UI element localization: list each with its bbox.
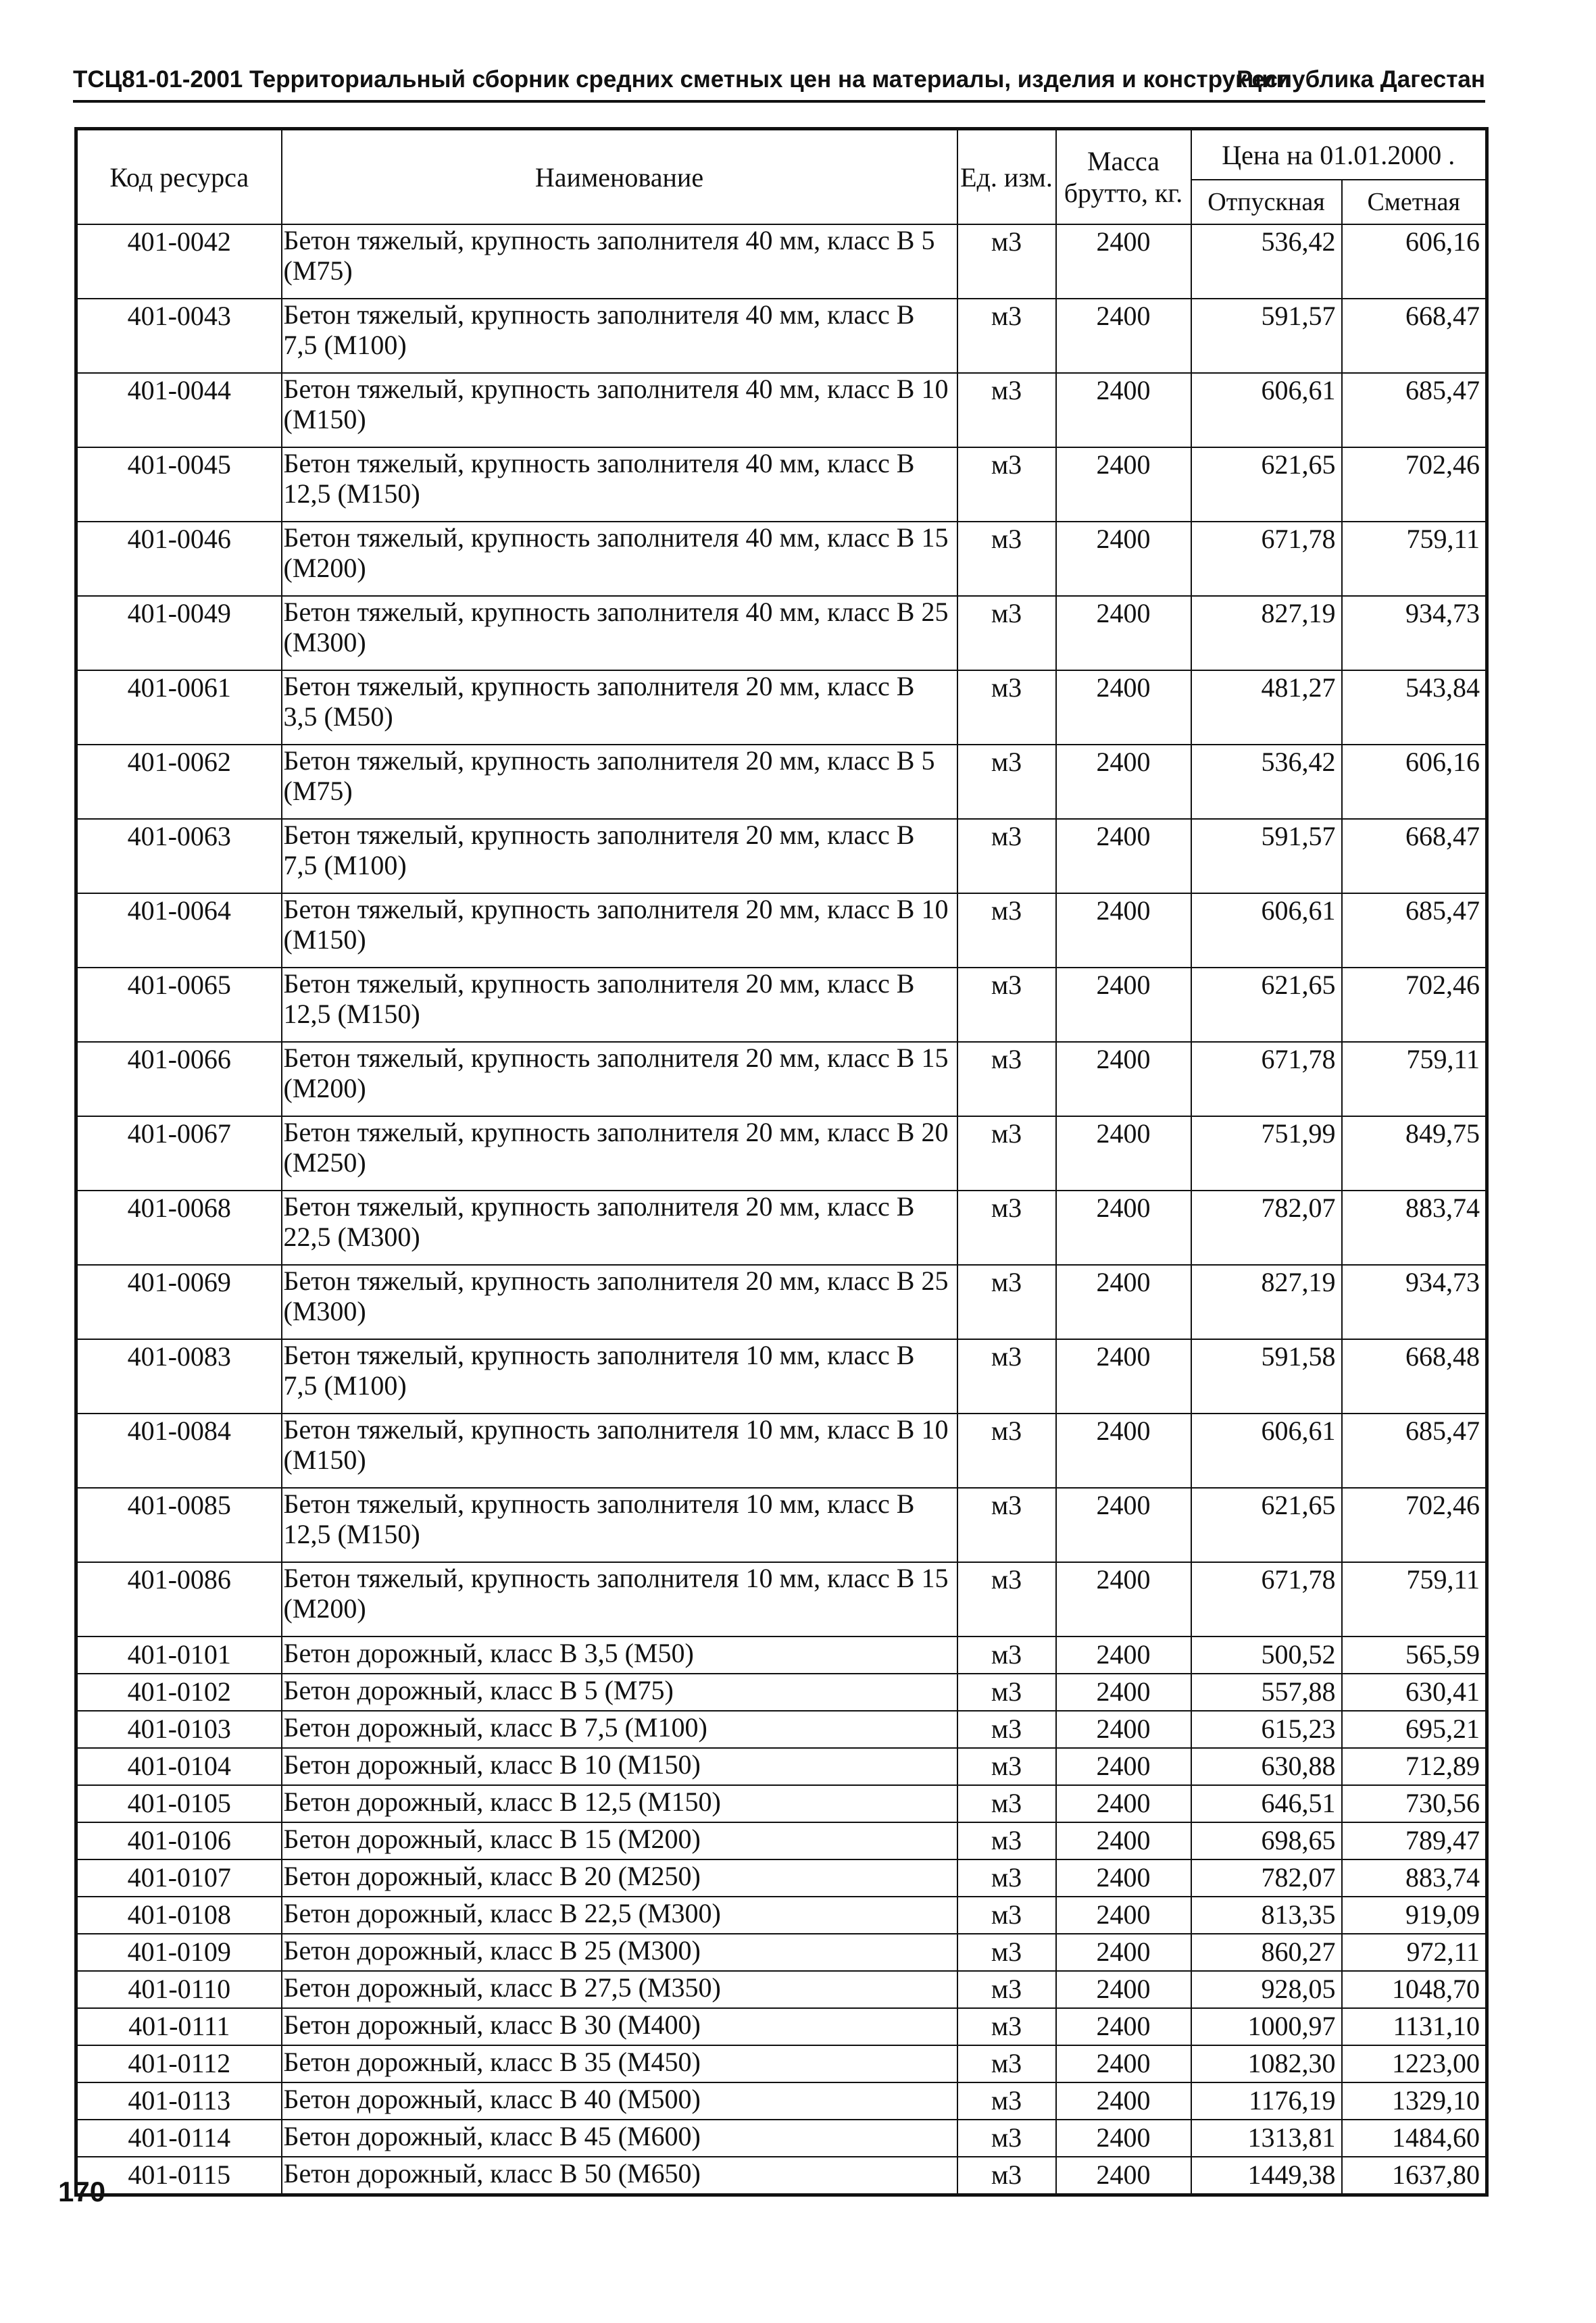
cell-name: Бетон тяжелый, крупность заполнителя 20 мм, класс В 10 (М150) — [282, 893, 957, 968]
cell-name: Бетон тяжелый, крупность заполнителя 40 мм, класс В 10 (М150) — [282, 373, 957, 447]
cell-name: Бетон дорожный, класс В 45 (М600) — [282, 2120, 957, 2157]
cell-code: 401-0114 — [76, 2120, 282, 2157]
cell-code: 401-0045 — [76, 447, 282, 522]
cell-estimate-price: 1484,60 — [1342, 2120, 1487, 2157]
cell-name: Бетон тяжелый, крупность заполнителя 10 мм, класс В 12,5 (М150) — [282, 1488, 957, 1562]
table-row — [76, 670, 1487, 745]
cell-mass: 2400 — [1056, 1637, 1191, 1674]
cell-unit: м3 — [957, 596, 1056, 670]
cell-estimate-price: 695,21 — [1342, 1711, 1487, 1748]
table-row — [76, 2157, 1487, 2195]
cell-release-price: 621,65 — [1191, 968, 1342, 1042]
cell-code: 401-0104 — [76, 1748, 282, 1785]
cell-unit: м3 — [957, 1822, 1056, 1859]
cell-mass: 2400 — [1056, 2008, 1191, 2045]
cell-mass: 2400 — [1056, 1822, 1191, 1859]
cell-unit: м3 — [957, 1859, 1056, 1897]
cell-estimate-price: 759,11 — [1342, 1562, 1487, 1637]
cell-release-price: 481,27 — [1191, 670, 1342, 745]
cell-code: 401-0102 — [76, 1674, 282, 1711]
cell-estimate-price: 934,73 — [1342, 596, 1487, 670]
cell-estimate-price: 543,84 — [1342, 670, 1487, 745]
cell-code: 401-0085 — [76, 1488, 282, 1562]
cell-unit: м3 — [957, 745, 1056, 819]
table-row — [76, 1711, 1487, 1748]
cell-release-price: 591,58 — [1191, 1339, 1342, 1414]
cell-code: 401-0067 — [76, 1116, 282, 1191]
table-row — [76, 1674, 1487, 1711]
cell-name: Бетон тяжелый, крупность заполнителя 10 мм, класс В 10 (М150) — [282, 1414, 957, 1488]
cell-code: 401-0105 — [76, 1785, 282, 1822]
cell-release-price: 500,52 — [1191, 1637, 1342, 1674]
col-header-estimate-price: Сметная — [1342, 180, 1487, 224]
cell-unit: м3 — [957, 373, 1056, 447]
cell-estimate-price: 1329,10 — [1342, 2082, 1487, 2120]
cell-unit: м3 — [957, 1637, 1056, 1674]
cell-release-price: 751,99 — [1191, 1116, 1342, 1191]
cell-mass: 2400 — [1056, 745, 1191, 819]
cell-unit: м3 — [957, 1748, 1056, 1785]
cell-release-price: 1449,38 — [1191, 2157, 1342, 2195]
cell-estimate-price: 849,75 — [1342, 1116, 1487, 1191]
cell-unit: м3 — [957, 447, 1056, 522]
cell-name: Бетон дорожный, класс В 27,5 (М350) — [282, 1971, 957, 2008]
cell-mass: 2400 — [1056, 1859, 1191, 1897]
cell-estimate-price: 883,74 — [1342, 1191, 1487, 1265]
cell-release-price: 536,42 — [1191, 224, 1342, 299]
cell-mass: 2400 — [1056, 1934, 1191, 1971]
cell-name: Бетон тяжелый, крупность заполнителя 20 мм, класс В 12,5 (М150) — [282, 968, 957, 1042]
table-row — [76, 968, 1487, 1042]
cell-estimate-price: 668,47 — [1342, 819, 1487, 893]
cell-mass: 2400 — [1056, 819, 1191, 893]
cell-code: 401-0061 — [76, 670, 282, 745]
cell-release-price: 615,23 — [1191, 1711, 1342, 1748]
cell-estimate-price: 702,46 — [1342, 447, 1487, 522]
cell-name: Бетон тяжелый, крупность заполнителя 40 мм, класс В 12,5 (М150) — [282, 447, 957, 522]
cell-unit: м3 — [957, 1339, 1056, 1414]
cell-estimate-price: 702,46 — [1342, 968, 1487, 1042]
table-row — [76, 1785, 1487, 1822]
cell-mass: 2400 — [1056, 893, 1191, 968]
cell-code: 401-0106 — [76, 1822, 282, 1859]
cell-code: 401-0044 — [76, 373, 282, 447]
cell-mass: 2400 — [1056, 1748, 1191, 1785]
cell-mass: 2400 — [1056, 1897, 1191, 1934]
cell-estimate-price: 685,47 — [1342, 893, 1487, 968]
cell-name: Бетон тяжелый, крупность заполнителя 20 мм, класс В 7,5 (М100) — [282, 819, 957, 893]
cell-mass: 2400 — [1056, 1785, 1191, 1822]
table-row — [76, 1339, 1487, 1414]
cell-code: 401-0064 — [76, 893, 282, 968]
cell-code: 401-0063 — [76, 819, 282, 893]
cell-estimate-price: 1131,10 — [1342, 2008, 1487, 2045]
cell-name: Бетон дорожный, класс В 5 (М75) — [282, 1674, 957, 1711]
cell-unit: м3 — [957, 224, 1056, 299]
cell-release-price: 928,05 — [1191, 1971, 1342, 2008]
cell-mass: 2400 — [1056, 1971, 1191, 2008]
cell-release-price: 698,65 — [1191, 1822, 1342, 1859]
cell-mass: 2400 — [1056, 522, 1191, 596]
cell-code: 401-0112 — [76, 2045, 282, 2082]
cell-release-price: 1082,30 — [1191, 2045, 1342, 2082]
cell-mass: 2400 — [1056, 1488, 1191, 1562]
cell-unit: м3 — [957, 1674, 1056, 1711]
cell-name: Бетон дорожный, класс В 12,5 (М150) — [282, 1785, 957, 1822]
cell-name: Бетон тяжелый, крупность заполнителя 20 мм, класс В 3,5 (М50) — [282, 670, 957, 745]
cell-mass: 2400 — [1056, 1339, 1191, 1414]
cell-mass: 2400 — [1056, 1191, 1191, 1265]
cell-estimate-price: 1637,80 — [1342, 2157, 1487, 2195]
table-row — [76, 2008, 1487, 2045]
table-row — [76, 1042, 1487, 1116]
cell-unit: м3 — [957, 1711, 1056, 1748]
cell-unit: м3 — [957, 1116, 1056, 1191]
cell-mass: 2400 — [1056, 1674, 1191, 1711]
table-row — [76, 1562, 1487, 1637]
cell-unit: м3 — [957, 2157, 1056, 2195]
cell-release-price: 1313,81 — [1191, 2120, 1342, 2157]
cell-mass: 2400 — [1056, 2120, 1191, 2157]
table-row — [76, 522, 1487, 596]
header-region: Республика Дагестан — [1237, 66, 1485, 93]
cell-unit: м3 — [957, 1042, 1056, 1116]
cell-release-price: 1000,97 — [1191, 2008, 1342, 2045]
cell-unit: м3 — [957, 2082, 1056, 2120]
cell-unit: м3 — [957, 2008, 1056, 2045]
table-row — [76, 373, 1487, 447]
cell-name: Бетон дорожный, класс В 30 (М400) — [282, 2008, 957, 2045]
cell-unit: м3 — [957, 968, 1056, 1042]
cell-mass: 2400 — [1056, 670, 1191, 745]
cell-code: 401-0107 — [76, 1859, 282, 1897]
cell-mass: 2400 — [1056, 1116, 1191, 1191]
cell-release-price: 671,78 — [1191, 522, 1342, 596]
table-row — [76, 1116, 1487, 1191]
cell-unit: м3 — [957, 670, 1056, 745]
page-number: 170 — [58, 2176, 106, 2207]
cell-mass: 2400 — [1056, 968, 1191, 1042]
cell-name: Бетон дорожный, класс В 20 (М250) — [282, 1859, 957, 1897]
cell-code: 401-0049 — [76, 596, 282, 670]
cell-estimate-price: 712,89 — [1342, 1748, 1487, 1785]
col-header-mass: Масса брутто, кг. — [1056, 129, 1191, 225]
cell-estimate-price: 1223,00 — [1342, 2045, 1487, 2082]
cell-estimate-price: 685,47 — [1342, 373, 1487, 447]
cell-release-price: 813,35 — [1191, 1897, 1342, 1934]
cell-mass: 2400 — [1056, 2157, 1191, 2195]
table-row — [76, 1822, 1487, 1859]
cell-estimate-price: 565,59 — [1342, 1637, 1487, 1674]
cell-estimate-price: 759,11 — [1342, 1042, 1487, 1116]
cell-name: Бетон тяжелый, крупность заполнителя 40 мм, класс В 25 (М300) — [282, 596, 957, 670]
cell-code: 401-0042 — [76, 224, 282, 299]
table-row — [76, 1897, 1487, 1934]
table-row — [76, 1488, 1487, 1562]
table-row — [76, 1971, 1487, 2008]
table-row — [76, 2045, 1487, 2082]
cell-estimate-price: 606,16 — [1342, 224, 1487, 299]
cell-mass: 2400 — [1056, 1562, 1191, 1637]
cell-code: 401-0101 — [76, 1637, 282, 1674]
cell-code: 401-0068 — [76, 1191, 282, 1265]
cell-name: Бетон дорожный, класс В 35 (М450) — [282, 2045, 957, 2082]
cell-estimate-price: 730,56 — [1342, 1785, 1487, 1822]
cell-mass: 2400 — [1056, 2045, 1191, 2082]
cell-code: 401-0113 — [76, 2082, 282, 2120]
table-row — [76, 745, 1487, 819]
cell-name: Бетон дорожный, класс В 22,5 (М300) — [282, 1897, 957, 1934]
cell-mass: 2400 — [1056, 596, 1191, 670]
cell-unit: м3 — [957, 522, 1056, 596]
cell-estimate-price: 972,11 — [1342, 1934, 1487, 1971]
cell-mass: 2400 — [1056, 373, 1191, 447]
cell-name: Бетон дорожный, класс В 40 (М500) — [282, 2082, 957, 2120]
cell-release-price: 671,78 — [1191, 1562, 1342, 1637]
cell-unit: м3 — [957, 299, 1056, 373]
cell-release-price: 646,51 — [1191, 1785, 1342, 1822]
cell-release-price: 536,42 — [1191, 745, 1342, 819]
cell-code: 401-0108 — [76, 1897, 282, 1934]
cell-name: Бетон дорожный, класс В 25 (М300) — [282, 1934, 957, 1971]
cell-estimate-price: 630,41 — [1342, 1674, 1487, 1711]
cell-release-price: 1176,19 — [1191, 2082, 1342, 2120]
cell-release-price: 827,19 — [1191, 1265, 1342, 1339]
cell-name: Бетон дорожный, класс В 3,5 (М50) — [282, 1637, 957, 1674]
cell-estimate-price: 1048,70 — [1342, 1971, 1487, 2008]
cell-name: Бетон тяжелый, крупность заполнителя 20 мм, класс В 25 (М300) — [282, 1265, 957, 1339]
cell-mass: 2400 — [1056, 1711, 1191, 1748]
cell-name: Бетон тяжелый, крупность заполнителя 40 мм, класс В 7,5 (М100) — [282, 299, 957, 373]
cell-mass: 2400 — [1056, 1042, 1191, 1116]
cell-estimate-price: 668,48 — [1342, 1339, 1487, 1414]
cell-estimate-price: 702,46 — [1342, 1488, 1487, 1562]
cell-release-price: 782,07 — [1191, 1191, 1342, 1265]
header-title: ТСЦ81-01-2001 Территориальный сборник средних сметных цен на материалы, изделия и конструкции — [73, 66, 1291, 93]
cell-unit: м3 — [957, 1488, 1056, 1562]
cell-unit: м3 — [957, 1414, 1056, 1488]
cell-name: Бетон дорожный, класс В 7,5 (М100) — [282, 1711, 957, 1748]
cell-mass: 2400 — [1056, 1265, 1191, 1339]
col-header-name: Наименование — [282, 129, 957, 225]
table-row — [76, 447, 1487, 522]
cell-release-price: 557,88 — [1191, 1674, 1342, 1711]
table-row — [76, 1265, 1487, 1339]
cell-name: Бетон тяжелый, крупность заполнителя 20 мм, класс В 22,5 (М300) — [282, 1191, 957, 1265]
table-row — [76, 1748, 1487, 1785]
cell-estimate-price: 759,11 — [1342, 522, 1487, 596]
cell-name: Бетон дорожный, класс В 15 (М200) — [282, 1822, 957, 1859]
col-header-unit: Ед. изм. — [957, 129, 1056, 225]
cell-release-price: 782,07 — [1191, 1859, 1342, 1897]
cell-code: 401-0046 — [76, 522, 282, 596]
running-header — [73, 59, 1485, 103]
cell-release-price: 630,88 — [1191, 1748, 1342, 1785]
cell-estimate-price: 883,74 — [1342, 1859, 1487, 1897]
table-row — [76, 2120, 1487, 2157]
cell-unit: м3 — [957, 1897, 1056, 1934]
cell-estimate-price: 919,09 — [1342, 1897, 1487, 1934]
cell-name: Бетон тяжелый, крупность заполнителя 20 мм, класс В 20 (М250) — [282, 1116, 957, 1191]
cell-code: 401-0043 — [76, 299, 282, 373]
cell-unit: м3 — [957, 1562, 1056, 1637]
cell-estimate-price: 668,47 — [1342, 299, 1487, 373]
cell-code: 401-0109 — [76, 1934, 282, 1971]
cell-estimate-price: 606,16 — [1342, 745, 1487, 819]
table-body — [76, 224, 1487, 2195]
col-header-price-group: Цена на 01.01.2000 . — [1191, 129, 1487, 180]
table-row — [76, 299, 1487, 373]
cell-release-price: 621,65 — [1191, 1488, 1342, 1562]
cell-name: Бетон тяжелый, крупность заполнителя 10 мм, класс В 7,5 (М100) — [282, 1339, 957, 1414]
table-row — [76, 596, 1487, 670]
table-header-row — [76, 129, 1487, 180]
table-row — [76, 819, 1487, 893]
cell-mass: 2400 — [1056, 2082, 1191, 2120]
cell-unit: м3 — [957, 819, 1056, 893]
cell-code: 401-0086 — [76, 1562, 282, 1637]
table-row — [76, 1191, 1487, 1265]
cell-mass: 2400 — [1056, 447, 1191, 522]
cell-unit: м3 — [957, 2120, 1056, 2157]
col-header-code: Код ресурса — [76, 129, 282, 225]
cell-mass: 2400 — [1056, 299, 1191, 373]
table-row — [76, 893, 1487, 968]
cell-unit: м3 — [957, 1191, 1056, 1265]
table-row — [76, 2082, 1487, 2120]
cell-name: Бетон дорожный, класс В 50 (М650) — [282, 2157, 957, 2195]
cell-name: Бетон дорожный, класс В 10 (М150) — [282, 1748, 957, 1785]
cell-release-price: 860,27 — [1191, 1934, 1342, 1971]
cell-code: 401-0083 — [76, 1339, 282, 1414]
table-row — [76, 1637, 1487, 1674]
cell-code: 401-0103 — [76, 1711, 282, 1748]
cell-unit: м3 — [957, 1934, 1056, 1971]
cell-name: Бетон тяжелый, крупность заполнителя 40 мм, класс В 15 (М200) — [282, 522, 957, 596]
cell-release-price: 606,61 — [1191, 1414, 1342, 1488]
cell-code: 401-0084 — [76, 1414, 282, 1488]
table-row — [76, 224, 1487, 299]
cell-mass: 2400 — [1056, 224, 1191, 299]
cell-unit: м3 — [957, 1265, 1056, 1339]
price-table — [74, 127, 1489, 2197]
cell-unit: м3 — [957, 1971, 1056, 2008]
cell-release-price: 591,57 — [1191, 299, 1342, 373]
cell-name: Бетон тяжелый, крупность заполнителя 10 мм, класс В 15 (М200) — [282, 1562, 957, 1637]
cell-code: 401-0069 — [76, 1265, 282, 1339]
cell-code: 401-0110 — [76, 1971, 282, 2008]
table-row — [76, 1859, 1487, 1897]
cell-estimate-price: 934,73 — [1342, 1265, 1487, 1339]
cell-unit: м3 — [957, 893, 1056, 968]
cell-release-price: 606,61 — [1191, 373, 1342, 447]
cell-estimate-price: 789,47 — [1342, 1822, 1487, 1859]
cell-release-price: 606,61 — [1191, 893, 1342, 968]
cell-name: Бетон тяжелый, крупность заполнителя 40 мм, класс В 5 (М75) — [282, 224, 957, 299]
col-header-release-price: Отпускная — [1191, 180, 1342, 224]
cell-name: Бетон тяжелый, крупность заполнителя 20 мм, класс В 15 (М200) — [282, 1042, 957, 1116]
cell-code: 401-0066 — [76, 1042, 282, 1116]
cell-unit: м3 — [957, 1785, 1056, 1822]
table-row — [76, 1414, 1487, 1488]
cell-code: 401-0062 — [76, 745, 282, 819]
table-row — [76, 1934, 1487, 1971]
cell-release-price: 671,78 — [1191, 1042, 1342, 1116]
cell-estimate-price: 685,47 — [1342, 1414, 1487, 1488]
cell-name: Бетон тяжелый, крупность заполнителя 20 мм, класс В 5 (М75) — [282, 745, 957, 819]
cell-release-price: 591,57 — [1191, 819, 1342, 893]
cell-release-price: 621,65 — [1191, 447, 1342, 522]
cell-unit: м3 — [957, 2045, 1056, 2082]
cell-mass: 2400 — [1056, 1414, 1191, 1488]
cell-release-price: 827,19 — [1191, 596, 1342, 670]
cell-code: 401-0111 — [76, 2008, 282, 2045]
cell-code: 401-0065 — [76, 968, 282, 1042]
cell-code: 401-0115 — [76, 2157, 282, 2195]
